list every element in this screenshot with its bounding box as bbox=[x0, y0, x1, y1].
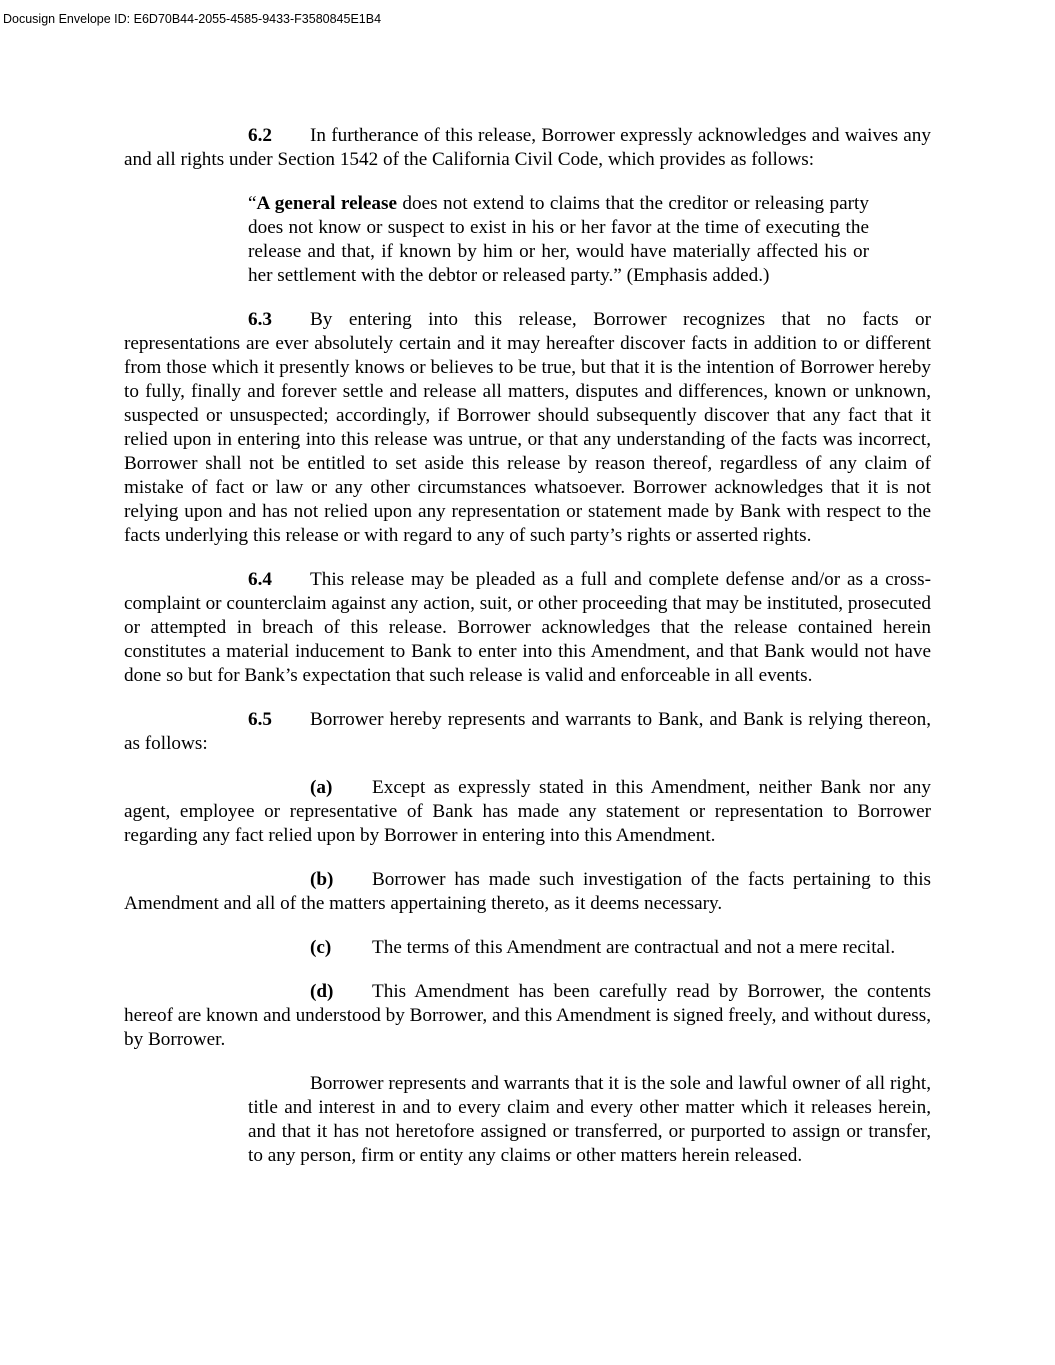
document-page bbox=[124, 124, 931, 1168]
section-text: By entering into this release, Borrower recognizes that no facts or representations are ever absolutely certain and it may hereafter discover facts in addition to or different from those which it presently knows or believes to be true, but that it is the intention of Borrower hereby to fully, finally and forever settle and release all matters, disputes and differences, known or unknown, suspected or unsuspected; accordingly, if Borrower should subsequently discover that any fact that it relied upon in entering into this release was untrue, or that any understanding of the facts was incorrect, Borrower shall not be entitled to set aside this release by reason thereof, regardless of any claim of mistake of fact or law or any other circumstances whatsoever. Borrower acknowledges that it is not relying upon and has not relied upon any representation or statement made by Bank with respect to the facts underlying this release or with regard to any of such party’s rights or asserted rights. bbox=[124, 309, 931, 546]
quote-text: does not extend to claims that the creditor or releasing party does not know or suspect to exist in his or her favor at the time of executing the release and that, if known by him or her, would have materially affected his or her settlement with the debtor or released party.” (Emphasis added.) bbox=[248, 193, 869, 286]
section-number: 6.3 bbox=[248, 309, 272, 330]
subsection-text: Borrower has made such investigation of the facts pertaining to this Amendment and all of the matters appertaining thereto, as it deems necessary. bbox=[124, 869, 931, 914]
subsection-label: (a) bbox=[310, 777, 333, 798]
subsection-label: (b) bbox=[310, 869, 334, 890]
section-6-3 bbox=[124, 308, 931, 548]
subsection-b bbox=[124, 868, 931, 916]
quote-open-mark: “ bbox=[248, 193, 257, 214]
section-6-2 bbox=[124, 124, 931, 172]
section-number: 6.2 bbox=[248, 125, 272, 146]
section-number: 6.4 bbox=[248, 569, 272, 590]
subsection-text: The terms of this Amendment are contractual and not a mere recital. bbox=[372, 937, 896, 958]
civil-code-quote bbox=[248, 192, 869, 288]
subsection-d bbox=[124, 980, 931, 1052]
subsection-a bbox=[124, 776, 931, 848]
subsection-text: Except as expressly stated in this Amendment, neither Bank nor any agent, employee or representative of Bank has made any statement or representation to Borrower regarding any fact relied upon by Borrower in entering into this Amendment. bbox=[124, 777, 931, 846]
section-text: This release may be pleaded as a full and complete defense and/or as a cross-complaint or counterclaim against any action, suit, or other proceeding that may be instituted, prosecuted or attempted in breach of this release. Borrower acknowledges that the release contained herein constitutes a material inducement to Bank to enter into this Amendment, and that Bank would not have done so but for Bank’s expectation that such release is valid and enforceable in all events. bbox=[124, 569, 931, 686]
section-text: Borrower hereby represents and warrants to Bank, and Bank is relying thereon, as follows: bbox=[124, 709, 931, 754]
section-6-5 bbox=[124, 708, 931, 756]
subsection-label: (d) bbox=[310, 981, 334, 1002]
ownership-representation: Borrower represents and warrants that it is the sole and lawful owner of all right, title and interest in and to every claim and every other matter which it releases herein, and that it has not heretofore assigned or transferred, or purported to assign or transfer, to any person, firm or entity any claims or other matters herein released. bbox=[248, 1073, 931, 1166]
section-text: In furtherance of this release, Borrower expressly acknowledges and waives any and all rights under Section 1542 of the California Civil Code, which provides as follows: bbox=[124, 125, 931, 170]
subsection-label: (c) bbox=[310, 937, 332, 958]
section-6-4 bbox=[124, 568, 931, 688]
subsection-text: This Amendment has been carefully read by Borrower, the contents hereof are known and understood by Borrower, and this Amendment is signed freely, and without duress, by Borrower. bbox=[124, 981, 931, 1050]
section-number: 6.5 bbox=[248, 709, 272, 730]
quote-bold-term: A general release bbox=[256, 193, 398, 214]
docusign-envelope-id: Docusign Envelope ID: E6D70B44-2055-4585-9433-F3580845E1B4 bbox=[3, 12, 382, 26]
subsection-c bbox=[124, 936, 931, 960]
